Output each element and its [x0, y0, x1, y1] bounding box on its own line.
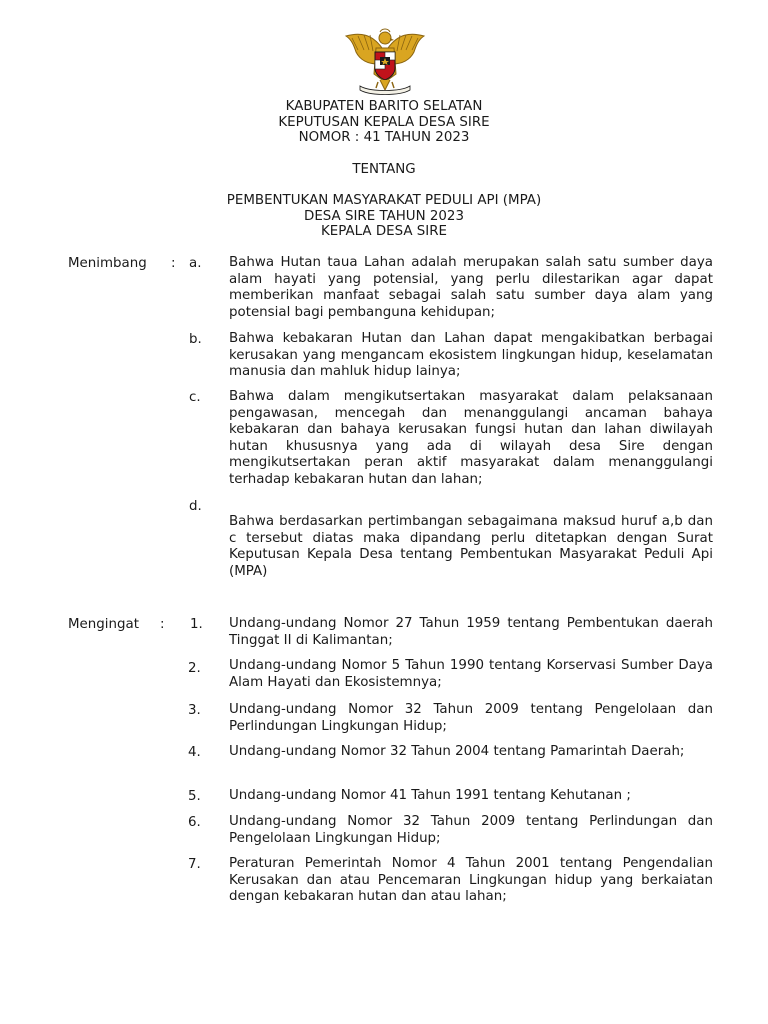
- item-mark: a.: [189, 256, 202, 271]
- menimbang-item-c: Bahwa dalam mengikutsertakan masyarakat dalam pelaksanaan pengawasan, mencegah dan menanggulangi ancaman bahaya kebakaran dan bahaya kerusakan fungsi hutan dan lahan diwilayah hutan khususnya yang ada di wilayah desa Sire dengan mengikutsertakan peran aktif masyarakat dalam menanggulangi terhadap kebakaran hutan dan lahan;: [229, 389, 713, 487]
- mengingat-item-7: Peraturan Pemerintah Nomor 4 Tahun 2001 tentang Pengendalian Kerusakan dan atau Pencemaran Lingkungan hidup yang berkaiatan dengan kebakaran hutan dan atau lahan;: [229, 856, 713, 904]
- menimbang-label: Menimbang: [68, 256, 147, 271]
- mengingat-item-5: Undang-undang Nomor 41 Tahun 1991 tentang Kehutanan ;: [229, 788, 631, 803]
- header-subject-village: DESA SIRE TAHUN 2023: [304, 208, 464, 224]
- item-mark: 1.: [190, 617, 203, 632]
- item-mark: c.: [189, 390, 201, 405]
- menimbang-item-d: Bahwa berdasarkan pertimbangan sebagaimana maksud huruf a,b dan c tersebut diatas maka dipandang perlu ditetapkan dengan Surat Keputusan Kepala Desa tentang Pembentukan Masyarakat Peduli Api (MPA): [229, 514, 713, 579]
- item-mark: 2.: [188, 661, 201, 676]
- item-mark: 4.: [188, 745, 201, 760]
- mengingat-item-3: Undang-undang Nomor 32 Tahun 2009 tentang Pengelolaan dan Perlindungan Lingkungan Hidup;: [229, 702, 713, 734]
- header-decree-title: KEPUTUSAN KEPALA DESA SIRE: [278, 114, 490, 130]
- item-mark: d.: [189, 499, 202, 514]
- header-tentang: TENTANG: [352, 161, 416, 177]
- header-subject: PEMBENTUKAN MASYARAKAT PEDULI API (MPA): [226, 193, 542, 208]
- item-mark: 5.: [188, 789, 201, 804]
- mengingat-item-6: Undang-undang Nomor 32 Tahun 2009 tentang Perlindungan dan Pengelolaan Lingkungan Hidup;: [229, 814, 713, 846]
- mengingat-item-4: Undang-undang Nomor 32 Tahun 2004 tentang Pamarintah Daerah;: [229, 744, 685, 759]
- menimbang-item-b: Bahwa kebakaran Hutan dan Lahan dapat mengakibatkan berbagai kerusakan yang mengancam ekosistem lingkungan hidup, keselamatan manusia dan mahluk hidup lainya;: [229, 331, 713, 379]
- document-header: [0, 99, 768, 240]
- header-decree-number: NOMOR : 41 TAHUN 2023: [298, 130, 470, 145]
- mengingat-item-1: Undang-undang Nomor 27 Tahun 1959 tentang Pembentukan daerah Tinggat II di Kalimantan;: [229, 616, 713, 648]
- mengingat-label: Mengingat: [68, 617, 139, 632]
- item-mark: 6.: [188, 815, 201, 830]
- garuda-emblem-icon: [342, 26, 428, 98]
- menimbang-item-a: Bahwa Hutan taua Lahan adalah merupakan salah satu sumber daya alam hayati yang potensial, yang perlu dilestarikan agar dapat memberikan manfaat sebagai salah satu sumber daya alam yang potensial bagi pembanguna kehidupan;: [229, 255, 713, 320]
- mengingat-colon: :: [160, 617, 165, 632]
- mengingat-item-2: Undang-undang Nomor 5 Tahun 1990 tentang Korservasi Sumber Daya Alam Hayati dan Ekosistemnya;: [229, 658, 713, 690]
- menimbang-colon: :: [171, 256, 176, 271]
- item-mark: 7.: [188, 857, 201, 872]
- header-regency: KABUPATEN BARITO SELATAN: [285, 99, 483, 114]
- item-mark: 3.: [188, 703, 201, 718]
- header-signatory: KEPALA DESA SIRE: [321, 224, 447, 239]
- item-mark: b.: [189, 332, 202, 347]
